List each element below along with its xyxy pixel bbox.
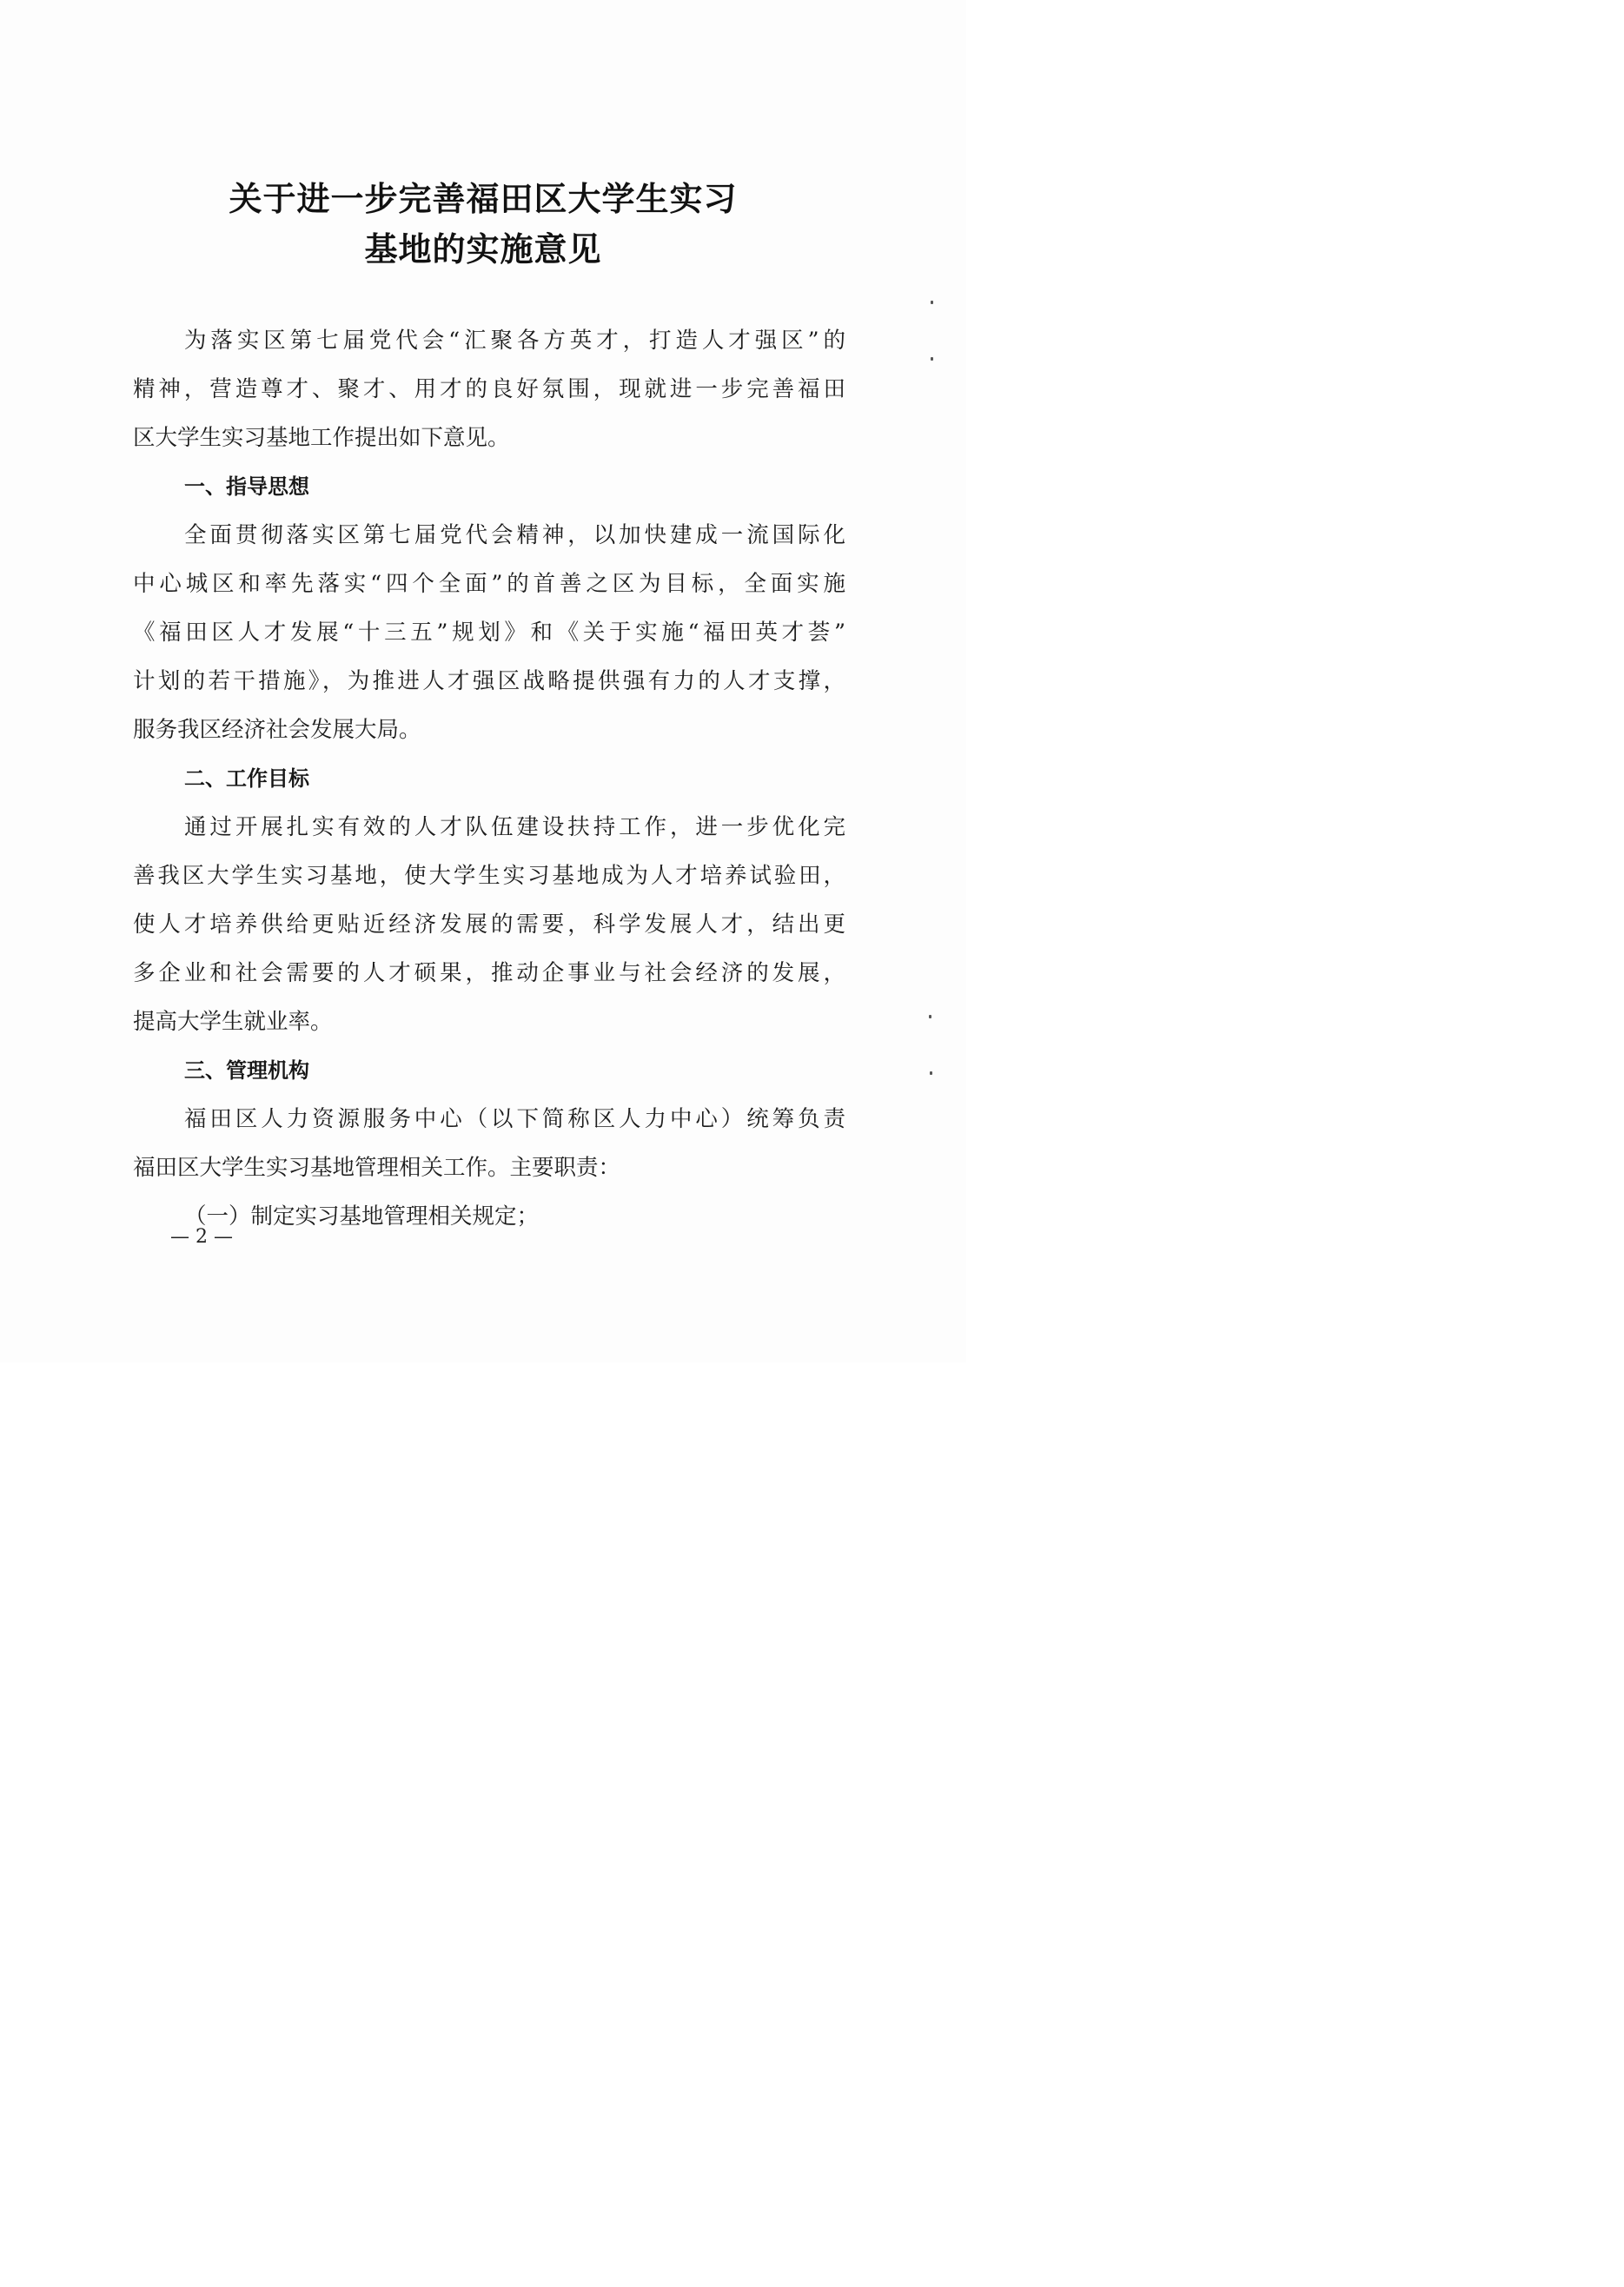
document-page — [0, 0, 966, 1362]
section1-line-3: 《福田区人才发展“十三五”规划》和《关于实施“福田英才荟” — [133, 620, 845, 646]
section1-line-2: 中心城区和率先落实“四个全面”的首善之区为目标，全面实施 — [133, 571, 845, 597]
section-heading-management-agency: 三、管理机构 — [184, 1058, 309, 1083]
scan-speck — [929, 1015, 931, 1018]
section2-line-3: 使人才培养供给更贴近经济发展的需要，科学发展人才，结出更 — [133, 911, 845, 938]
section1-line-4: 计划的若干措施》，为推进人才强区战略提供强有力的人才支撑， — [133, 668, 845, 694]
section2-line-1: 通过开展扎实有效的人才队伍建设扶持工作，进一步优化完 — [184, 814, 845, 840]
intro-line-2: 精神，营造尊才、聚才、用才的良好氛围，现就进一步完善福田 — [133, 376, 845, 402]
section1-line-5: 服务我区经济社会发展大局。 — [133, 717, 421, 743]
section2-line-5: 提高大学生就业率。 — [133, 1009, 333, 1035]
scan-speck — [930, 1071, 932, 1075]
page-number: — 2 — — [170, 1226, 233, 1248]
section3-line-1: 福田区人力资源服务中心（以下简称区人力中心）统筹负责 — [184, 1106, 845, 1132]
scan-speck — [931, 357, 933, 361]
document-title-line-1: 关于进一步完善福田区大学生实习 — [229, 179, 738, 218]
section2-line-4: 多企业和社会需要的人才硕果，推动企事业与社会经济的发展， — [133, 960, 845, 986]
scan-speck — [931, 301, 933, 304]
section-heading-work-goals: 二、工作目标 — [184, 766, 309, 791]
intro-line-1: 为落实区第七届党代会“汇聚各方英才，打造人才强区”的 — [184, 328, 845, 354]
section2-line-2: 善我区大学生实习基地，使大学生实习基地成为人才培养试验田， — [133, 863, 845, 889]
section3-line-2: 福田区大学生实习基地管理相关工作。主要职责： — [133, 1155, 621, 1181]
section1-line-1: 全面贯彻落实区第七届党代会精神，以加快建成一流国际化 — [184, 522, 845, 548]
intro-line-3: 区大学生实习基地工作提出如下意见。 — [133, 425, 510, 451]
document-title-line-2: 基地的实施意见 — [364, 229, 602, 268]
section-heading-guiding-ideology: 一、指导思想 — [184, 474, 309, 499]
section3-line-3: （一）制定实习基地管理相关规定； — [184, 1203, 540, 1230]
